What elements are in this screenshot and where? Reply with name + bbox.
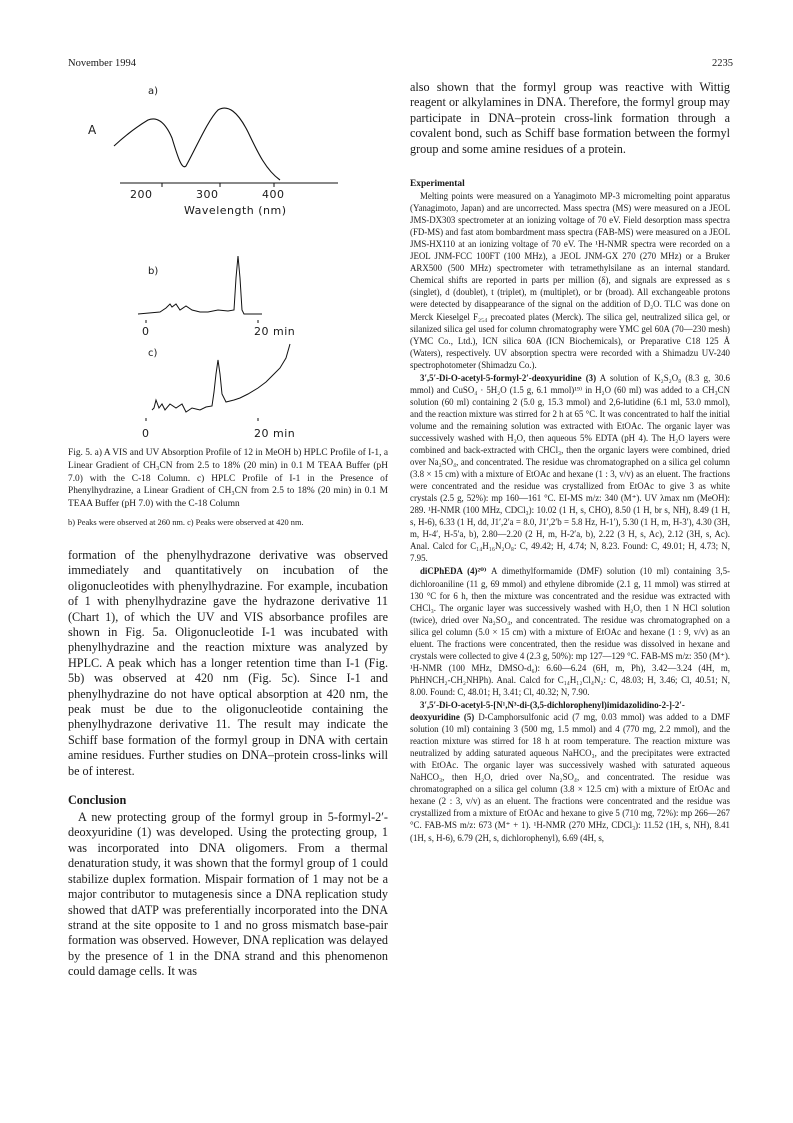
experimental-general: Melting points were measured on a Yanagimoto MP-3 micromelting point apparatus (Yanagimoto, Japan) and are uncorrected. Mass spectra (MS) were measured on a JEOL JMS-DX303 spectrometer at an ionizing voltage of 70 eV. Field desorption mass spectra (FD-MS) and fast atom bombardment mass spectra (FAB-MS) were measured on a JEOL JMS-HX110 at an ionizing voltage of 70 eV. The ¹H-NMR spectra were recorded on a JEOL JNM-FCC 100FT (100 MHz), a JEOL JNM-GX 270 (270 MHz) or a Bruker ARX500 (500 MHz) spectrometer with tetramethylsilane as an internal standard. Chemical shifts are reported in parts per million (δ), and signals are expressed as s (singlet), d (doublet), t (triplet), m (multiplet), or br (broad). All exchangeable protons were detected by disappearance of the signal on the addition of D₂O. TLC was done on Merck Kieselgel F₂₅₄ precoated plates (Merck). The silica gel, neutralized silica gel, or silanized silica gel used for column chromatography were YMC gel 60A (70—230 mesh) (YMC Co., Ltd.), ICN silica 60A (ICN Biochemicals), or Preparative C18 125 Å (Waters), respectively. UV absorption spectra were recorded with a Shimadzu UV-240 spectrophotometer (Shimadzu Co.). [410, 191, 730, 370]
conclusion-paragraph: A new protecting group of the formyl group in 5-formyl-2′-deoxyuridine (1) was developed. Using the protecting group, 1 was incorporated into DNA oligomers. From a thermal denaturation study, it was shown that the formyl group of 1 could stabilize duplex formation. Mispair formation of 1 may not be a major contributor to mutagenesis since a DNA replication study showed that dATP was preferentially incorporated into the DNA strand at the site opposite to 1 and no gross mismatch base-pair formation was observed. However, DNA replication was delayed by the presence of 1 in the DNA strand and this phenomenon could damage cells. It was [68, 810, 388, 979]
uv-vis-absorption-curve [114, 108, 280, 180]
absorbance-axis-symbol: A [88, 123, 97, 137]
panel-c-label: c) [148, 348, 158, 359]
b-tick-20min: 20 min [254, 325, 296, 338]
x-tick-200: 200 [130, 188, 153, 201]
compound-4-title: diCPhEDA (4)²⁰⁾ [420, 566, 487, 577]
experimental-heading: Experimental [410, 179, 465, 190]
compound-4-procedure [410, 565, 730, 698]
right-column [410, 80, 730, 844]
figure-caption: Fig. 5. a) A VIS and UV Absorption Profile of 12 in MeOH b) HPLC Profile of I-1, a Linear Gradient of CH₃CN from 2.5 to 18% (20 min) in 0.1 M TEAA Buffer (pH 7.0) with the C-18 Column. c) HPLC Profile of I-1 in the Presence of Phenylhydrazine, a Linear Gradient of CH₃CN from 2.5 to 18% (20 min) in 0.1 M TEAA Buffer (pH 7.0) with the C-18 Column [68, 448, 388, 510]
compound-3-title: 3′,5′-Di-O-acetyl-5-formyl-2′-deoxyuridine (3) [420, 372, 597, 383]
running-header-date: November 1994 [68, 58, 136, 69]
left-column [68, 78, 388, 980]
b-tick-zero: 0 [142, 325, 150, 338]
c-tick-zero: 0 [142, 427, 150, 440]
body-paragraph-continued: also shown that the formyl group was reactive with Wittig reagent or alkylamines in DNA. Therefore, the formyl group may participate in DNA–protein cross-link formation through a covalent bond, such as Schiff base formation between the formyl group and some amine residues of a protein. [410, 80, 730, 156]
compound-5-procedure [410, 699, 730, 844]
body-paragraph-hydrazone: formation of the phenylhydrazone derivative was observed immediately and quantitatively on incubation of the oligonucleotides with phenylhydrazine. For example, incubation of 1 with phenylhydrazine gave the hydrazone derivative 11 (Chart 1), of which the UV and VIS absorbance profiles are shown in Fig. 5a. Oligonucleotide I-1 was incubated with phenylhydrazine and the reaction mixture was analyzed by HPLC. A peak which has a longer retention time than I-1 (Fig. 5b) was observed at 420 nm (Fig. 5c). Since I-1 and phenylhydrazine do not have optical absorption at 420 nm, the peak must be due to the oligonucleotide containing the phenylhydrazone derivative 11. The result may indicate the Schiff base formation of the formyl group in DNA with certain amine residues. Further studies on DNA–protein cross-links will be of interest. [68, 547, 388, 778]
compound-3-procedure [410, 372, 730, 565]
compound-5-title: 3′,5′-Di-O-acetyl-5-[N¹,N³-di-(3,5-dichlorophenyl)imidazolidino-2-]-2′-deoxyuridine (5) [410, 700, 685, 723]
hplc-trace-b [138, 256, 262, 314]
x-axis-label: Wavelength (nm) [184, 204, 287, 217]
figure-5 [68, 78, 388, 348]
figure-footnote: b) Peaks were observed at 260 nm. c) Peaks were observed at 420 nm. [68, 517, 304, 527]
page-number: 2235 [712, 58, 733, 69]
panel-b-label: b) [148, 266, 159, 277]
compound-5-text: D-Camphorsulfonic acid (7 mg, 0.03 mmol) was added to a DMF solution (10 ml) containing 3 (500 mg, 1.5 mmol) and 4 (770 mg, 2.2 mmol), and the reaction mixture was stirred for 18 h at room temperature. The reaction mixture was neutralized by adding saturated aqueous NaHCO₃, and the precipitates were extracted with EtOAc. The organic layer was successively washed with saturated aqueous NaHCO₃, then H₂O, dried over Na₂SO₄, and concentrated. The residue was chromatographed on a silica gel column (3.8 × 12.5 cm) with a mixture of EtOAc and hexane (2 : 3, v/v) as an eluent. The fractions were concentrated and the residue was crystallized from a mixture of EtOAc and hexane to give 5 (710 mg, 72%): mp 266—267 °C. FAB-MS m/z: 673 (M⁺ + 1). ¹H-NMR (270 MHz, CDCl₃): 11.52 (1H, s, NH), 8.41 (1H, s, H-6), 6.79 (2H, s, dichlorophenyl), 6.69 (4H, s, [410, 712, 731, 843]
conclusion-heading: Conclusion [68, 793, 127, 808]
x-tick-400: 400 [262, 188, 285, 201]
x-tick-300: 300 [196, 188, 219, 201]
compound-3-text: A solution of K₂S₂O₈ (8.3 g, 30.6 mmol) and CuSO₄ · 5H₂O (1.5 g, 6.1 mmol)¹⁹⁾ in H₂O (60 ml) was added to a CH₃CN solution (60 ml) containing 2 (5.0 g, 15.3 mmol) and 2,6-lutidine (6.1 ml, 53.0 mmol), and the reaction mixture was stirred for 2 h at 65 °C. It was concentrated to half the initial volume and the remaining solution was extracted with EtOAc. The organic layer was successively washed with H₂O, then aqueous 5% EDTA (pH 4). The H₂O layers were combined and back-extracted with CHCl₃, then the organic layers were combined, dried over Na₂SO₄, and concentrated. The residue was chromatographed on a silica gel column (3.8 × 15 cm) with a mixture of EtOAc and hexane (1 : 3, v/v) as an eluent. The fractions were concentrated and the residue was crystallized from EtOAc to give 3 as white crystals (2.5 g, 52%): mp 160—161 °C. EI-MS m/z: 340 (M⁺). UV λmax nm (MeOH): 289. ¹H-NMR (100 MHz, CDCl₃): 10.02 (1 H, s, CHO), 8.50 (1 H, br s, NH), 8.49 (1 H, s, H-6), 6.33 (1 H, dd, J1′,2′a = 8.0, J1′,2′b = 5.8 Hz, H-1′), 5.30 (1 H, m, H-3′), 4.30 (3H, m, H-4′, H-5′a, b), 2.80—2.20 (2 H, m, H-2′a, b), 2.22 (3 H, s, Ac), 2.12 (3H, s, Ac). Anal. Calcd for C₁₄H₁₆N₂O₈: C, 49.42; H, 4.74; N, 8.23. Found: C, 49.01; H, 4.73; N, 7.95. [410, 372, 730, 564]
panel-a-label: a) [148, 86, 159, 97]
c-tick-20min: 20 min [254, 427, 296, 440]
compound-4-text: A dimethylformamide (DMF) solution (10 ml) containing 3,5-dichloroaniline (11 g, 69 mmol) and ethylene dibromide (2.1 g, 11 mmol) was stirred at 130 °C for 6 h, then the mixture was concentrated and the residue was extracted with CHCl₃. The organic layer was successively washed with H₂O, then 1 N HCl solution (twice), dried over Na₂SO₄, and concentrated. The residue was chromatographed on a silica gel column (5.0 × 15 cm) with a mixture of EtOAc and hexane (1 : 9, v/v) as an eluent. The fractions were concentrated, then the residue was dissolved in hexane and crystals were collected to give 4 (2.3 g, 50%): mp 127—129 °C. FAB-MS m/z: 350 (M⁺). ¹H-NMR (100 MHz, DMSO-d₆): 6.60—6.24 (6H, m, Ph), 3.42—3.24 (4H, m, PhHNCH₂-CH₂NHPh). Anal. Calcd for C₁₄H₁₂Cl₄N₂: C, 48.03; H, 3.46; Cl, 40.51; N, 8.00. Found: C, 48.01; H, 3.41; Cl, 40.32; N, 7.90. [410, 566, 730, 697]
figure-5-lower [68, 348, 388, 448]
